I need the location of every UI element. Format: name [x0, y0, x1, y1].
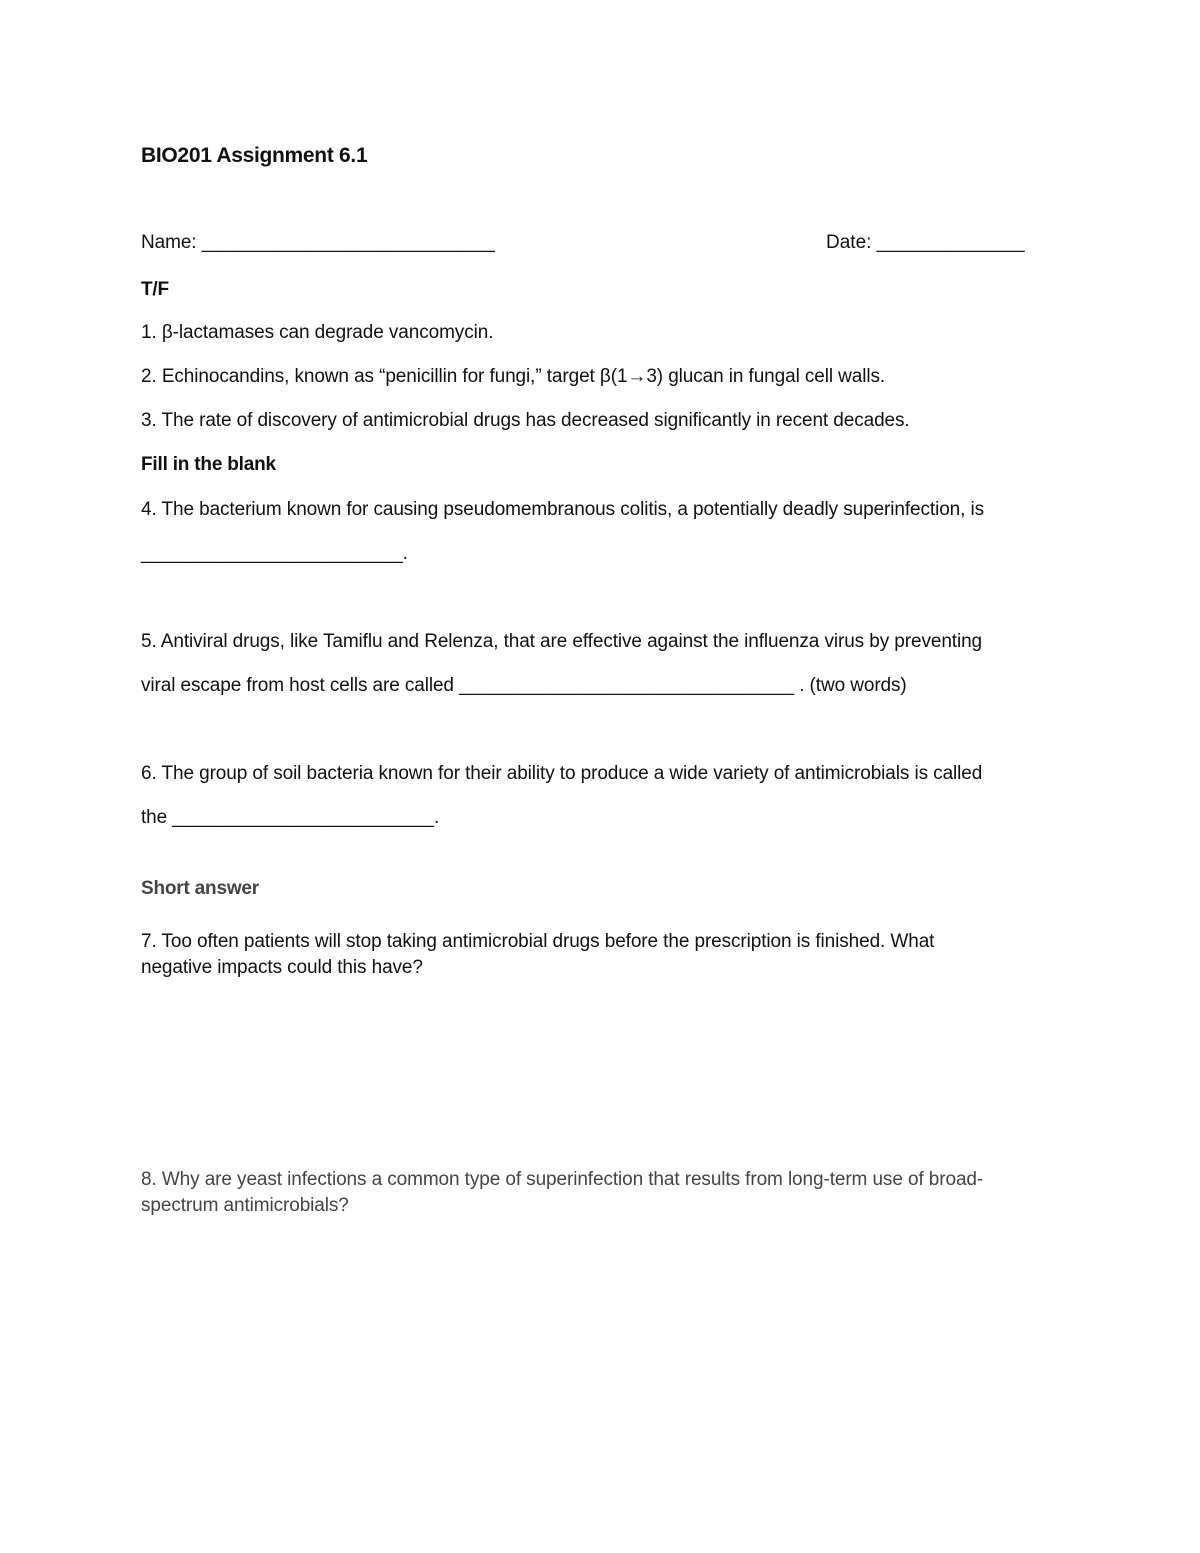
question-4-line-1: 4. The bacterium known for causing pseudomembranous colitis, a potentially deadly superinfection, is [141, 499, 985, 520]
question-2: 2. Echinocandins, known as “penicillin for fungi,” target β(1→3) glucan in fungal cell walls. [141, 366, 886, 387]
question-1: 1. β-lactamases can degrade vancomycin. [141, 322, 494, 343]
question-6-line-2: the _________________________. [141, 807, 440, 828]
question-5-line-1: 5. Antiviral drugs, like Tamiflu and Relenza, that are effective against the influenza virus by preventing [141, 631, 983, 652]
question-5-line-2: viral escape from host cells are called ________________________________ . (two words) [141, 675, 907, 696]
document-title: BIO201 Assignment 6.1 [141, 144, 368, 167]
question-7-line-2: negative impacts could this have? [141, 957, 423, 978]
question-8-line-2: spectrum antimicrobials? [141, 1195, 349, 1216]
question-6-line-1: 6. The group of soil bacteria known for their ability to produce a wide variety of antimicrobials is called [141, 763, 983, 784]
question-7-line-1: 7. Too often patients will stop taking antimicrobial drugs before the prescription is finished. What [141, 931, 935, 952]
question-3: 3. The rate of discovery of antimicrobial drugs has decreased significantly in recent decades. [141, 410, 910, 431]
question-8-line-1: 8. Why are yeast infections a common type of superinfection that results from long-term use of broad- [141, 1169, 984, 1190]
name-field: Name: ____________________________ [141, 232, 495, 253]
short-answer-heading: Short answer [141, 878, 259, 899]
fill-heading: Fill in the blank [141, 454, 276, 475]
date-field: Date: ______________ [826, 232, 1025, 253]
tf-heading: T/F [141, 279, 169, 300]
question-4-line-2: _________________________. [141, 543, 408, 564]
